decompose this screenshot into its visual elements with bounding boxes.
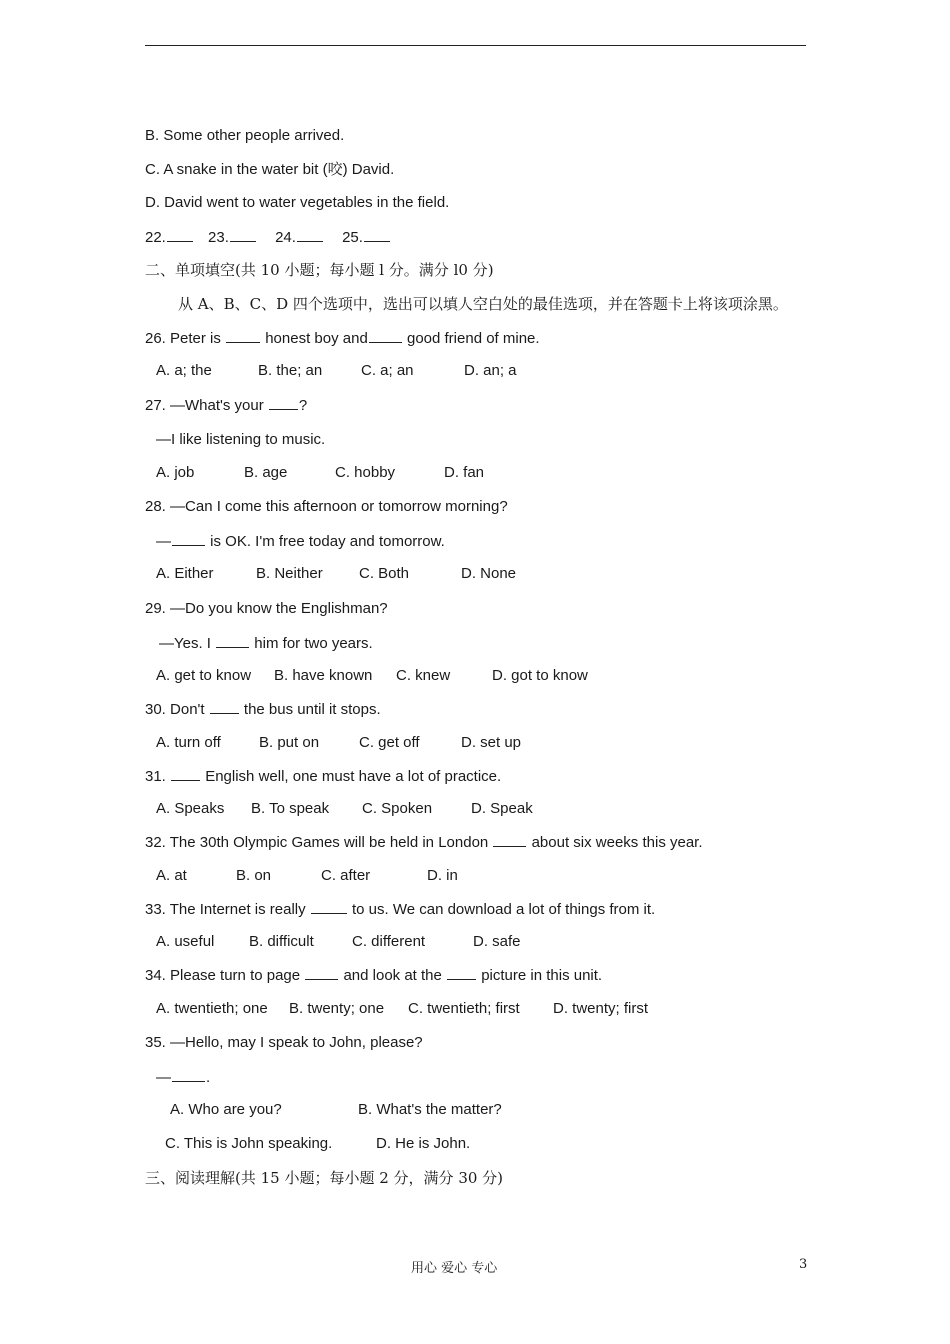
question-32-text-2: about six weeks this year. (527, 834, 703, 851)
question-35-dash: — (156, 1069, 171, 1086)
q33-option-d[interactable]: D. safe (473, 933, 521, 950)
question-29: 29. —Do you know the Englishman? (145, 600, 388, 617)
answer-blank-22[interactable] (167, 227, 193, 242)
q28-option-c[interactable]: C. Both (359, 565, 410, 582)
question-34-text-3: picture in this unit. (477, 967, 603, 984)
q31-option-c[interactable]: C. Spoken (362, 800, 433, 817)
prev-option-d: D. David went to water vegetables in the field. (145, 194, 450, 211)
q35-option-a[interactable]: A. Who are you? (170, 1101, 282, 1118)
question-33-text: 33. The Internet is really (145, 901, 310, 918)
question-26-blank-1[interactable] (226, 328, 260, 343)
q34-option-d[interactable]: D. twenty; first (553, 1000, 649, 1017)
q27-option-d[interactable]: D. fan (444, 464, 485, 481)
q27-option-a[interactable]: A. job (156, 464, 195, 481)
answer-blank-25[interactable] (364, 227, 390, 242)
question-26 (145, 328, 540, 349)
question-26-text: 26. Peter is (145, 330, 226, 347)
question-32-blank[interactable] (493, 832, 526, 847)
answer-blank-24[interactable] (297, 227, 323, 242)
q26-option-a[interactable]: A. a; the (156, 362, 212, 379)
question-33-text-2: to us. We can download a lot of things from it. (347, 901, 656, 918)
question-29-blank[interactable] (216, 633, 249, 648)
q35-option-c[interactable]: C. This is John speaking. (165, 1135, 333, 1152)
question-34 (145, 965, 602, 986)
header-rule (145, 45, 806, 46)
question-26-text-2: honest boy and (261, 330, 368, 347)
q30-option-d[interactable]: D. set up (461, 734, 522, 751)
q28-option-b[interactable]: B. Neither (256, 565, 323, 582)
answer-blank-23[interactable] (230, 227, 256, 242)
question-28-dash: — (156, 533, 171, 550)
q35-option-b[interactable]: B. What's the matter? (358, 1101, 502, 1118)
q32-option-d[interactable]: D. in (427, 867, 458, 884)
q35-option-d[interactable]: D. He is John. (376, 1135, 471, 1152)
question-30-blank[interactable] (210, 699, 239, 714)
question-35: 35. —Hello, may I speak to John, please? (145, 1034, 423, 1051)
question-34-text: 34. Please turn to page (145, 967, 305, 984)
answer-label-22: 22. (145, 229, 166, 246)
q31-option-d[interactable]: D. Speak (471, 800, 533, 817)
question-30-text: 30. Don't (145, 701, 209, 718)
question-32 (145, 832, 703, 853)
question-28: 28. —Can I come this afternoon or tomorrow morning? (145, 498, 508, 515)
question-32-text: 32. The 30th Olympic Games will be held in London (145, 834, 493, 851)
question-35-blank[interactable] (172, 1067, 205, 1082)
q34-option-b[interactable]: B. twenty; one (289, 1000, 385, 1017)
question-35-text-2: . (206, 1069, 211, 1086)
question-33-blank[interactable] (311, 899, 347, 914)
q32-option-b[interactable]: B. on (236, 867, 272, 884)
question-28-reply (156, 531, 445, 552)
q27-option-c[interactable]: C. hobby (335, 464, 396, 481)
question-31-blank[interactable] (171, 766, 200, 781)
q34-option-c[interactable]: C. twentieth; first (408, 1000, 520, 1017)
question-35-reply (156, 1067, 210, 1088)
question-31-text: 31. (145, 768, 171, 785)
question-33 (145, 899, 655, 920)
question-31-text-2: English well, one must have a lot of practice. (201, 768, 502, 785)
question-27 (145, 395, 307, 416)
section-2-instruction: 从 A、B、C、D 四个选项中，选出可以填人空白处的最佳选项，并在答题卡上将该项涂黑。 (178, 295, 788, 313)
q33-option-b[interactable]: B. difficult (249, 933, 314, 950)
question-30-text-2: the bus until it stops. (239, 701, 381, 718)
question-29-text: —Yes. I (159, 635, 216, 652)
answer-label-24: 24. (275, 229, 296, 246)
q30-option-b[interactable]: B. put on (259, 734, 320, 751)
section-2-title: 二、单项填空(共 10 小题；每小题 l 分。满分 l0 分) (145, 261, 494, 279)
q26-option-c[interactable]: C. a; an (361, 362, 414, 379)
q29-option-d[interactable]: D. got to know (492, 667, 588, 684)
question-31 (145, 766, 501, 787)
q29-option-a[interactable]: A. get to know (156, 667, 252, 684)
q32-option-c[interactable]: C. after (321, 867, 371, 884)
q33-option-a[interactable]: A. useful (156, 933, 215, 950)
answer-label-25: 25. (342, 229, 363, 246)
prev-option-b: B. Some other people arrived. (145, 127, 345, 144)
prev-option-c: C. A snake in the water bit (咬) David. (145, 161, 395, 178)
question-29-text-2: him for two years. (250, 635, 373, 652)
question-30 (145, 699, 381, 720)
question-26-blank-2[interactable] (369, 328, 402, 343)
q29-option-b[interactable]: B. have known (274, 667, 373, 684)
question-28-blank[interactable] (172, 531, 205, 546)
answer-label-23: 23. (208, 229, 229, 246)
section-3-title: 三、阅读理解(共 15 小题；每小题 2 分，满分 30 分) (145, 1169, 504, 1187)
q27-option-b[interactable]: B. age (244, 464, 288, 481)
question-26-text-3: good friend of mine. (402, 330, 540, 347)
q30-option-a[interactable]: A. turn off (156, 734, 221, 751)
q28-option-a[interactable]: A. Either (156, 565, 214, 582)
question-34-blank-1[interactable] (305, 965, 338, 980)
q26-option-b[interactable]: B. the; an (258, 362, 323, 379)
q30-option-c[interactable]: C. get off (359, 734, 420, 751)
question-27-reply: —I like listening to music. (156, 431, 326, 448)
question-34-text-2: and look at the (339, 967, 447, 984)
answer-line (145, 227, 391, 248)
page-number: 3 (799, 1257, 808, 1272)
question-28-text-2: is OK. I'm free today and tomorrow. (206, 533, 445, 550)
q29-option-c[interactable]: C. knew (396, 667, 451, 684)
question-27-text: 27. —What's your (145, 397, 268, 414)
question-27-text-2: ? (298, 397, 308, 414)
q33-option-c[interactable]: C. different (352, 933, 426, 950)
q31-option-b[interactable]: B. To speak (251, 800, 330, 817)
q26-option-d[interactable]: D. an; a (464, 362, 517, 379)
question-27-blank[interactable] (269, 395, 298, 410)
q28-option-d[interactable]: D. None (461, 565, 517, 582)
q34-option-a[interactable]: A. twentieth; one (156, 1000, 268, 1017)
question-34-blank-2[interactable] (447, 965, 476, 980)
question-29-reply (159, 633, 373, 654)
q31-option-a[interactable]: A. Speaks (156, 800, 225, 817)
q32-option-a[interactable]: A. at (156, 867, 187, 884)
footer-motto: 用心 爱心 专心 (411, 1261, 498, 1276)
